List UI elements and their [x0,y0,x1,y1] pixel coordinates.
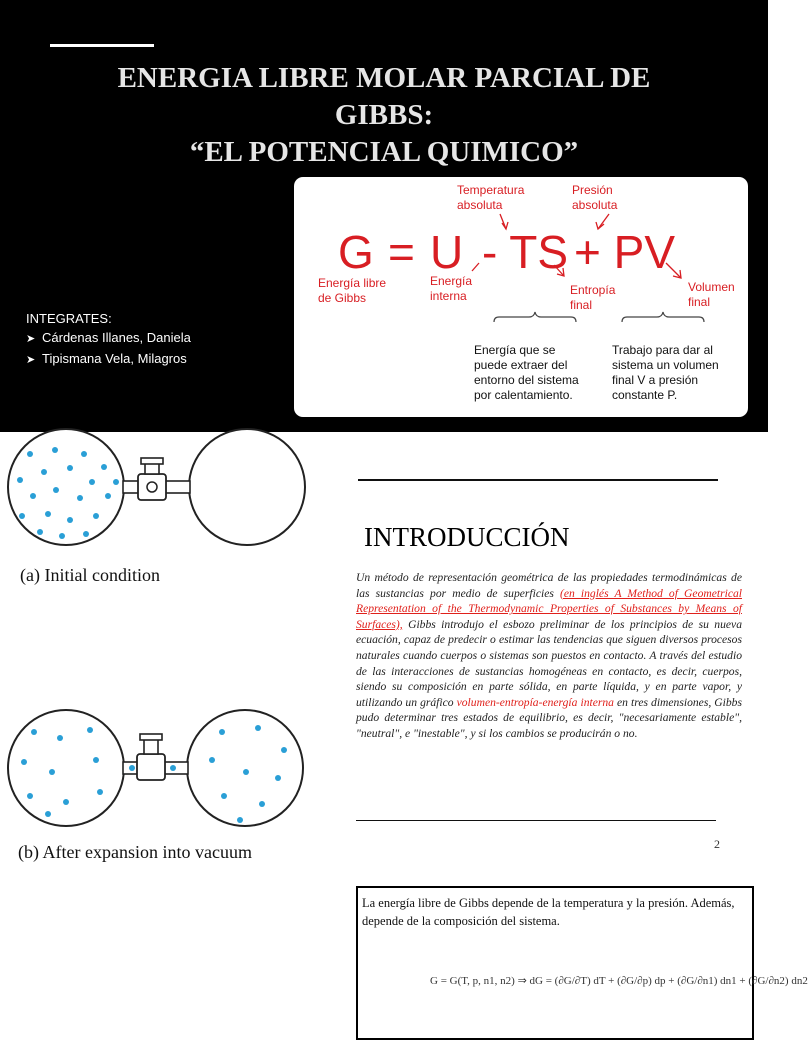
footer-rule [356,820,716,821]
slide-title [0,0,768,432]
gibbs-equation-card [294,177,748,417]
page-number: 2 [714,837,720,851]
introduccion-paragraph: Un método de representación geométrica de las propiedades termodinámicas de las sustancias por medio de superficies (en inglés A Method of Geometrical Representation of the Thermodynamic Properties of Substances by Means of Surfaces), Gibbs introdujo el esbozo preliminar de los principios de su nueva ecuación, capaz de predecir o estimar las tendencias que siguen diversos procesos naturales cuando cuerpos o sistemas son puestos en contacto. A través del estudio de las interacciones de sustancias homogéneas en contacto, es decir, cuerpos, siendo su composición en parte sólida, en parte líquida, y en parte vapor, y utilizando un gráfico volumen-entropía-energía interna en tres dimensiones, Gibbs pudo determinar tres estados de equilibrio, es decir, "necesariamente estable", "neutral", e "inestable", y si los cambios se producirán o no. [356,571,742,740]
integrant-item [26,349,191,370]
gibbs-dependence-text: La energía libre de Gibbs depende de la temperatura y la presión. Además, depende de la composición del sistema. [362,896,735,928]
slide-introduccion [0,432,768,864]
gibbs-differential-equation: G = G(T, p, n1, n2) ⇒ dG = (∂G/∂T) dT + (∂G/∂p) dp + (∂G/∂n1) dn1 + (∂G/∂n2) dn2 [430,975,808,987]
symbol-g: G [338,226,374,278]
symbol-equals: = [388,226,415,278]
english-title-link[interactable]: (en inglés A Method of Geometrical Representation of the Thermodynamic Properties of Substances by Means of Surfaces), [356,586,742,631]
bullet-arrow-icon: ➤ [26,354,36,366]
label-entropia: Entropía final [570,283,616,312]
title-accent-rule [50,44,154,47]
title-line-3: “EL POTENCIAL QUIMICO” [189,136,579,168]
note-trabajo: Trabajo para dar al sistema un volumen final V a presión constante P. [612,343,719,402]
label-temperatura: Temperatura absoluta [457,183,525,212]
integrants-heading: INTEGRATES: [26,311,112,326]
gas-expansion-diagram [0,432,310,864]
flask-diagram-after [8,710,303,826]
caption-initial-condition: (a) Initial condition [20,565,160,585]
slide-title-heading [60,60,708,171]
caption-after-expansion: (b) After expansion into vacuum [18,842,252,862]
integrant-name: Tipismana Vela, Milagros [42,351,187,366]
title-line-2: GIBBS: [334,99,434,131]
symbol-ts: - TS [482,226,569,278]
slide-gibbs-dependence [0,864,808,1024]
label-volumen: Volumen final [688,280,735,309]
header-rule [358,479,718,481]
highlight-volumen-entropia: volumen-entropía-energía interna [456,695,614,709]
title-line-1: ENERGIA LIBRE MOLAR PARCIAL DE [117,62,651,94]
flask-diagram-initial [8,429,305,545]
symbol-u: U [430,226,464,278]
label-presion: Presión absoluta [572,183,618,212]
integrants-list [26,309,191,370]
label-energia-interna: Energía interna [430,274,473,303]
introduccion-heading: INTRODUCCIÓN [364,522,570,552]
label-energia-libre: Energía libre de Gibbs [318,276,387,305]
bullet-arrow-icon: ➤ [26,333,36,345]
symbol-pv: + PV [574,226,676,278]
note-energia: Energía que se puede extraer del entorno del sistema por calentamiento. [474,343,579,402]
integrant-name: Cárdenas Illanes, Daniela [42,330,191,345]
integrant-item [26,328,191,349]
gibbs-dependence-box [356,886,808,1040]
